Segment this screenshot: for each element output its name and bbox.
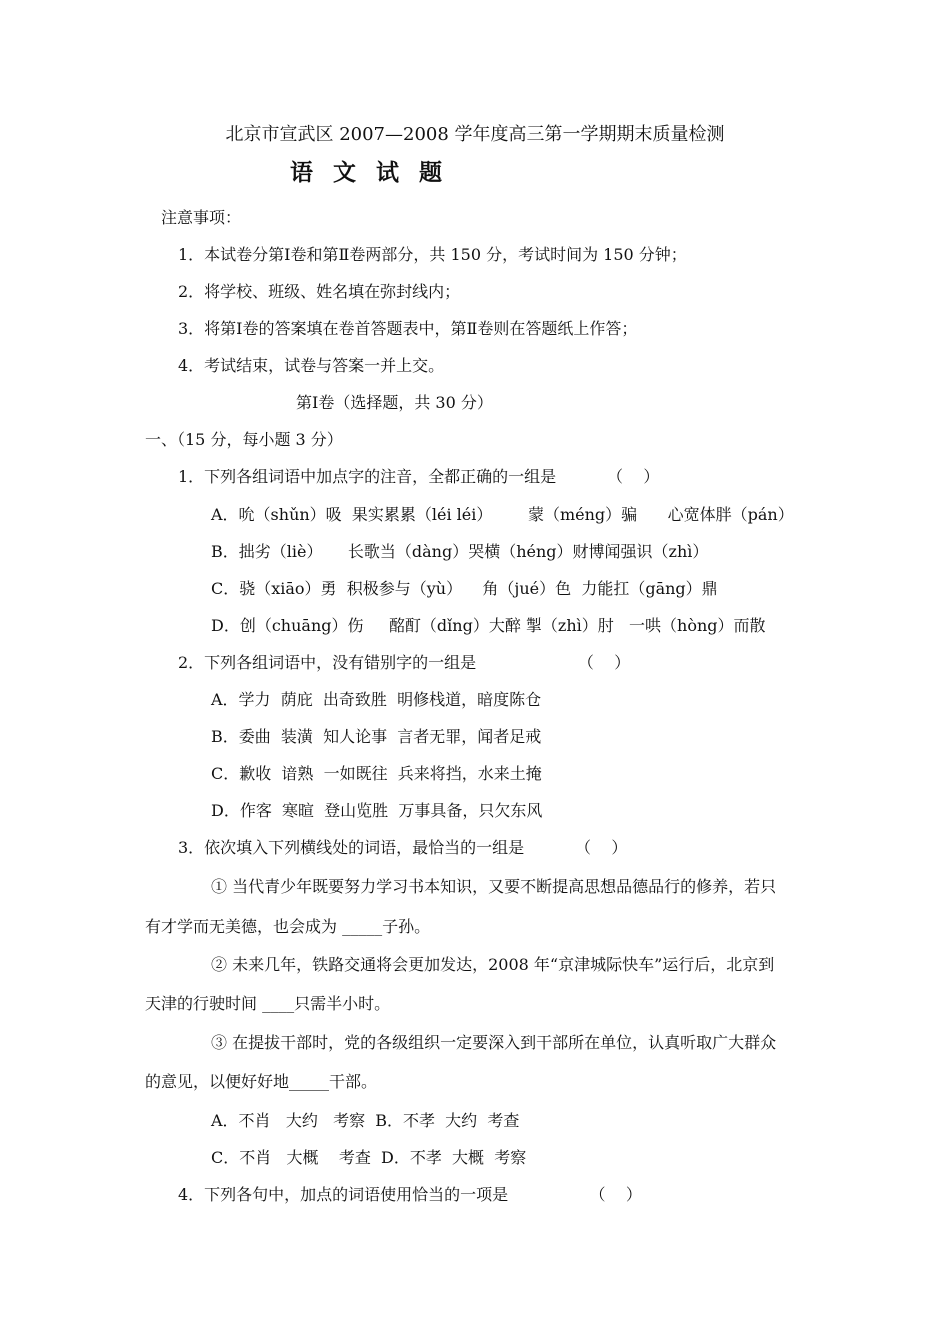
question-option: B．拙劣（liè） 长歌当（dàng）哭横（héng）财博闻强识（zhì） (211, 542, 709, 561)
note-item: 2．将学校、班级、姓名填在弥封线内； (178, 282, 461, 301)
question-option: A．学力 荫庇 出奇致胜 明修栈道，暗度陈仓 (211, 690, 542, 709)
question-sentence: 有才学而无美德，也会成为 _____子孙。 (145, 917, 431, 936)
question-stem: 3．依次填入下列横线处的词语，最恰当的一组是 （ ） (178, 838, 628, 857)
question-option: B．委曲 装潢 知人论事 言者无罪，闻者足戒 (211, 727, 542, 746)
question-stem: 4．下列各句中，加点的词语使用恰当的一项是 （ ） (178, 1185, 642, 1204)
note-item: 1．本试卷分第Ⅰ卷和第Ⅱ卷两部分，共 150 分，考试时间为 150 分钟； (178, 245, 687, 264)
question-sentence: ① 当代青少年既要努力学习书本知识，又要不断提高思想品德品行的修养，若只 (211, 877, 777, 896)
question-sentence: 天津的行驶时间 ____只需半小时。 (145, 994, 391, 1013)
question-option: A．吮（shǔn）吸 果实累累（léi léi） 蒙（méng）骗 心宽体胖（pán） (211, 505, 794, 524)
question-option: D．作客 寒暄 登山览胜 万事具备，只欠东风 (211, 801, 543, 820)
question-sentence: ③ 在提拔干部时，党的各级组织一定要深入到干部所在单位，认真听取广大群众 (211, 1033, 777, 1052)
section-heading: 一、（15 分，每小题 3 分） (145, 430, 343, 449)
notes-heading: 注意事项： (161, 208, 242, 227)
note-item: 3．将第Ⅰ卷的答案填在卷首答题表中，第Ⅱ卷则在答题纸上作答； (178, 319, 638, 338)
question-option: D．创（chuāng）伤 酩酊（dǐng）大醉 掣（zhì）肘 一哄（hòng）而散 (211, 616, 766, 635)
question-sentence: 的意见，以便好好地_____干部。 (145, 1072, 378, 1091)
part-heading: 第Ⅰ卷（选择题，共 30 分） (296, 393, 493, 412)
question-sentence: ② 未来几年，铁路交通将会更加发达，2008 年“京津城际快车”运行后，北京到 (211, 955, 775, 974)
question-option: C．歉收 谙熟 一如既往 兵来将挡，水来土掩 (211, 764, 542, 783)
question-stem: 2．下列各组词语中，没有错别字的一组是 （ ） (178, 653, 631, 672)
note-item: 4．考试结束，试卷与答案一并上交。 (178, 356, 445, 375)
question-option: C．不肖 大概 考查 D．不孝 大概 考察 (211, 1148, 527, 1167)
question-option: C．骁（xiāo）勇 积极参与（yù） 角（jué）色 力能扛（gāng）鼎 (211, 579, 718, 598)
exam-subject-title: 语 文 试 题 (290, 159, 449, 186)
question-option: A．不肖 大约 考察 B．不孝 大约 考查 (211, 1111, 520, 1130)
question-stem: 1．下列各组词语中加点字的注音，全都正确的一组是 （ ） (178, 467, 660, 486)
exam-title: 北京市宣武区 2007—2008 学年度高三第一学期期末质量检测 (225, 124, 725, 145)
